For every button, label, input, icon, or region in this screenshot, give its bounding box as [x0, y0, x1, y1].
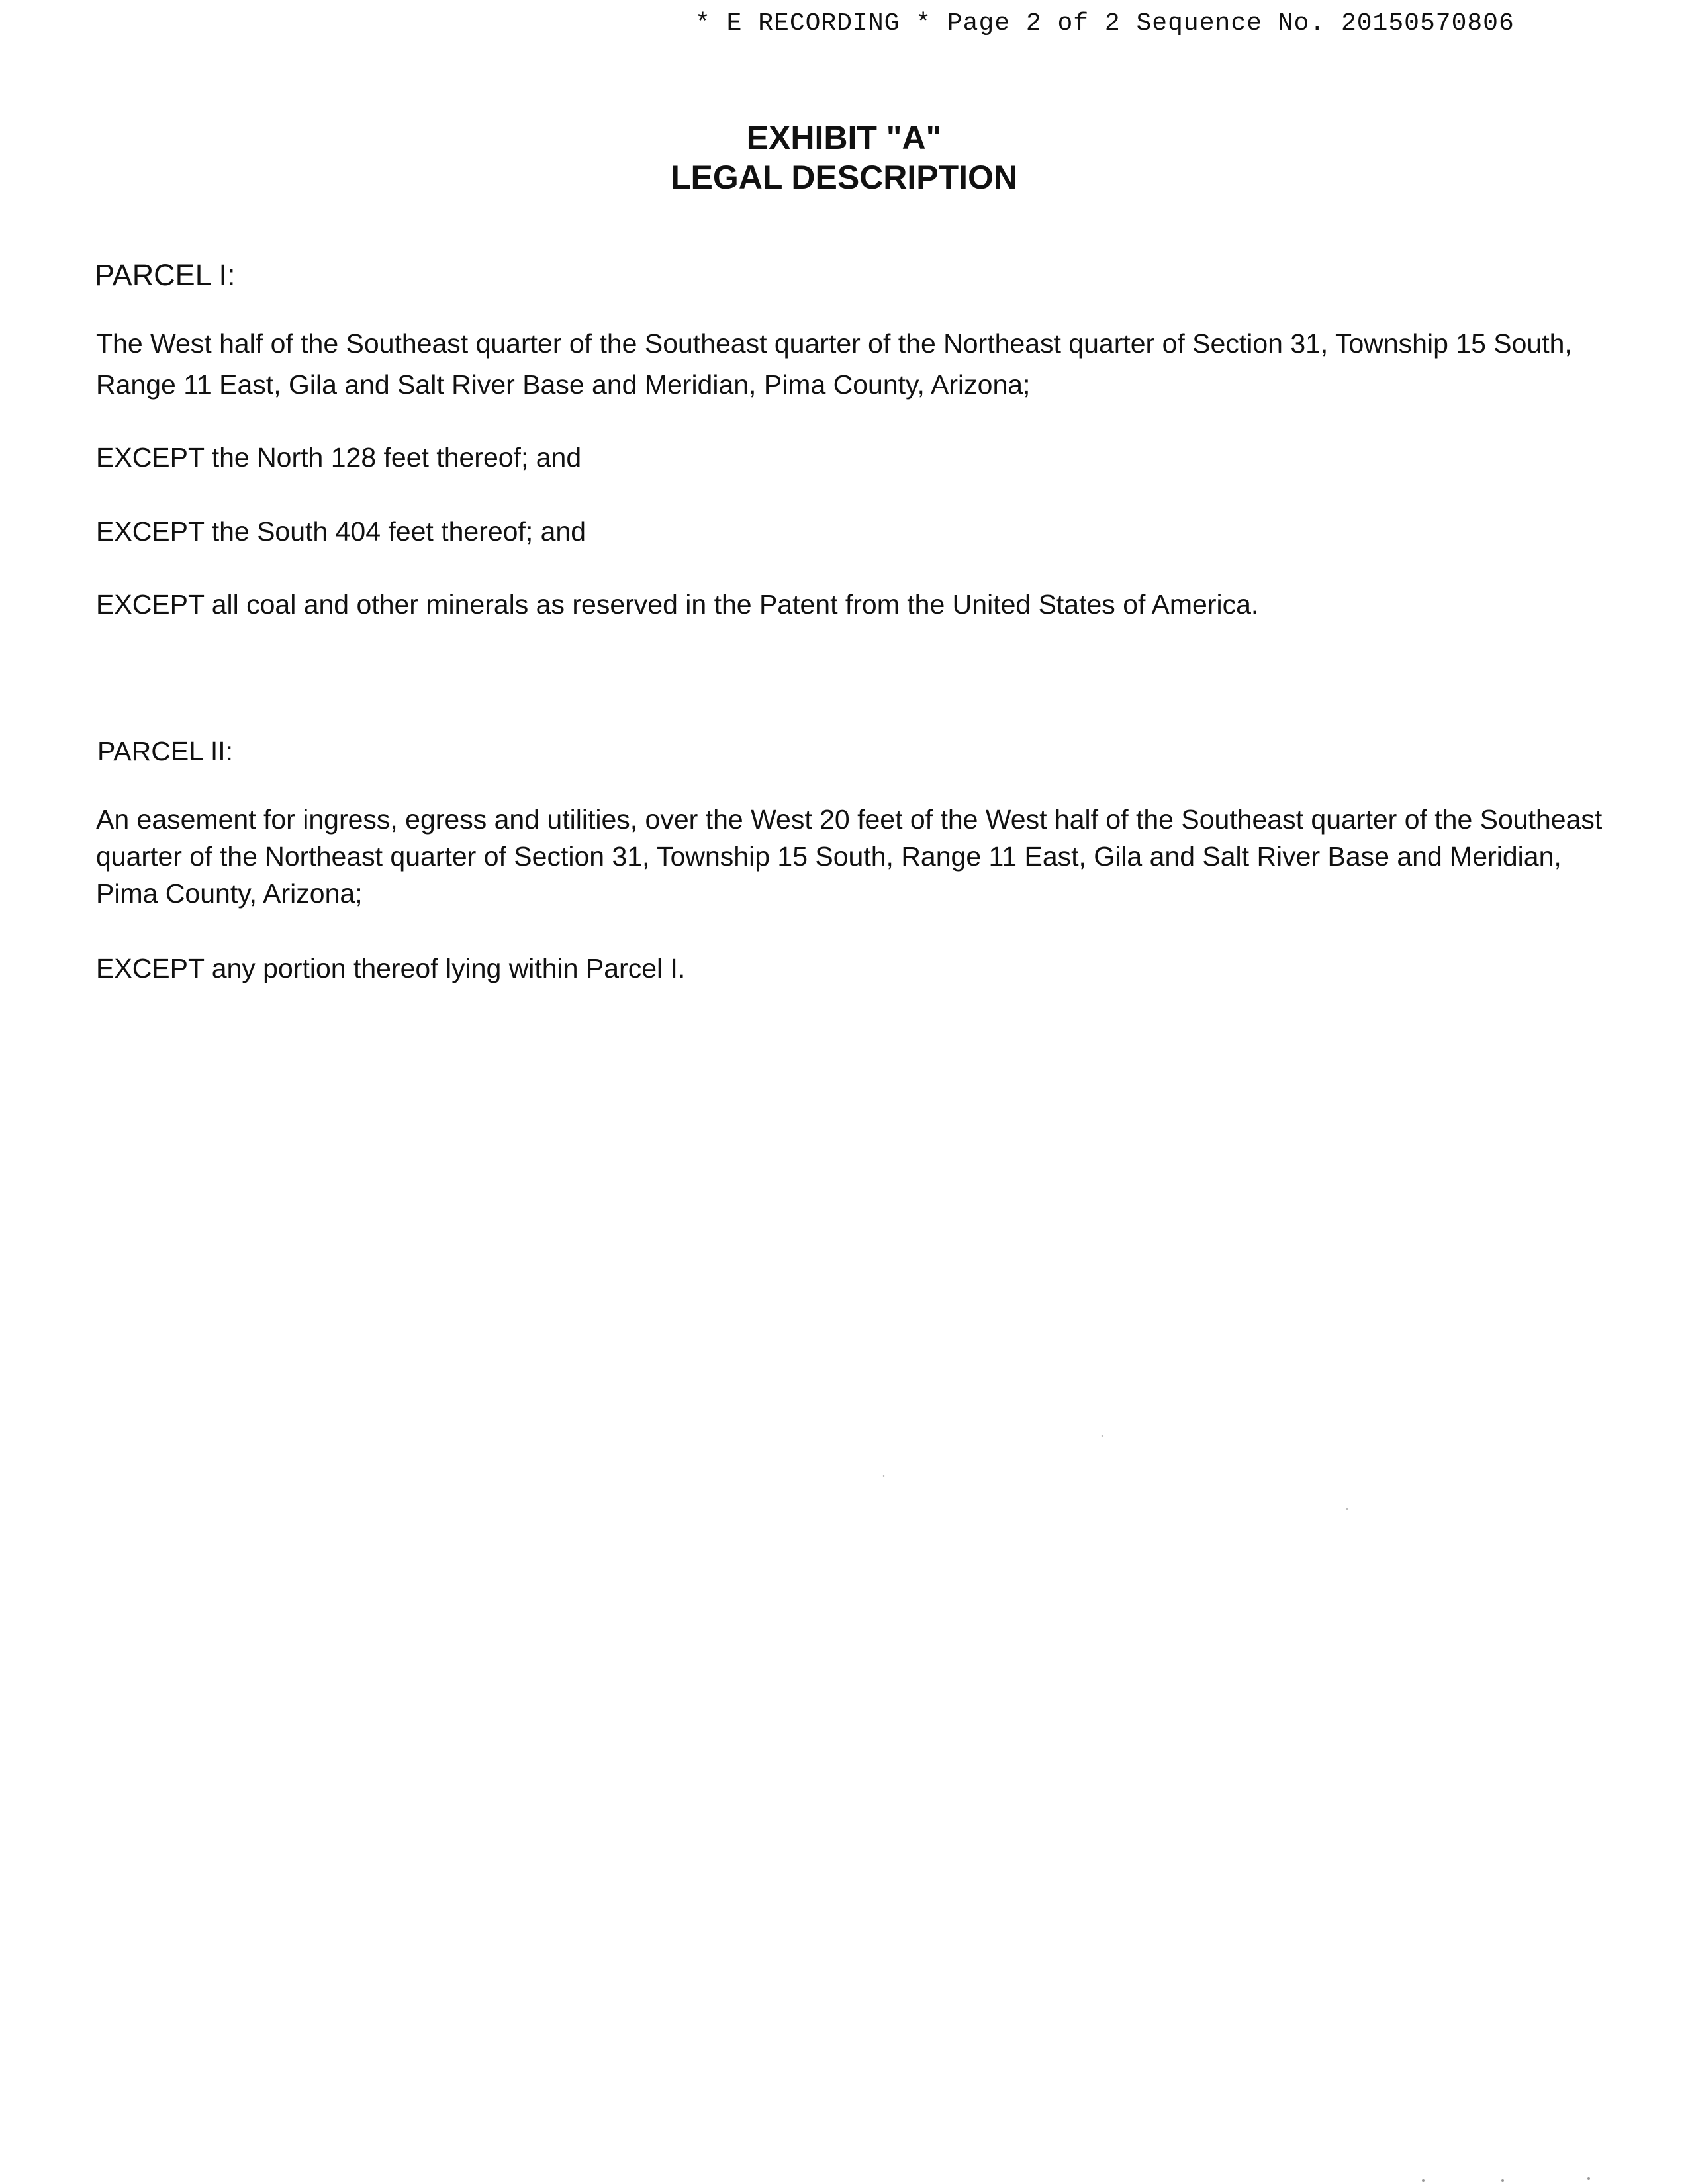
parcel2-description: An easement for ingress, egress and utilities, over the West 20 feet of the West half of the Southeast quarter of the Southeast quarter of the Northeast quarter of Section 31, Township 15 South, Range 11 East, Gila and Salt River Base and Meridian, Pima County, Arizona;	[96, 804, 1603, 909]
parcel1-description: The West half of the Southeast quarter of the Southeast quarter of the Northeast quarter of Section 31, Township 15 South, Range 11 East, Gila and Salt River Base and Meridian, Pima County, Arizona;	[96, 328, 1572, 400]
parcel2-heading: PARCEL II:	[97, 736, 234, 766]
exhibit-title	[0, 118, 1688, 197]
recording-header: * E RECORDING * Page 2 of 2 Sequence No. 20150570806	[695, 9, 1515, 38]
parcel1-except-south: EXCEPT the South 404 feet thereof; and	[96, 516, 586, 547]
exhibit-title-line2: LEGAL DESCRIPTION	[670, 159, 1018, 196]
parcel1-heading: PARCEL I:	[95, 258, 236, 292]
parcel1-except-minerals: EXCEPT all coal and other minerals as reserved in the Patent from the United States of America.	[96, 589, 1259, 619]
parcel1-except-north: EXCEPT the North 128 feet thereof; and	[96, 442, 582, 473]
parcel2-except: EXCEPT any portion thereof lying within Parcel I.	[96, 953, 686, 983]
exhibit-title-line1: EXHIBIT "A"	[746, 119, 942, 156]
